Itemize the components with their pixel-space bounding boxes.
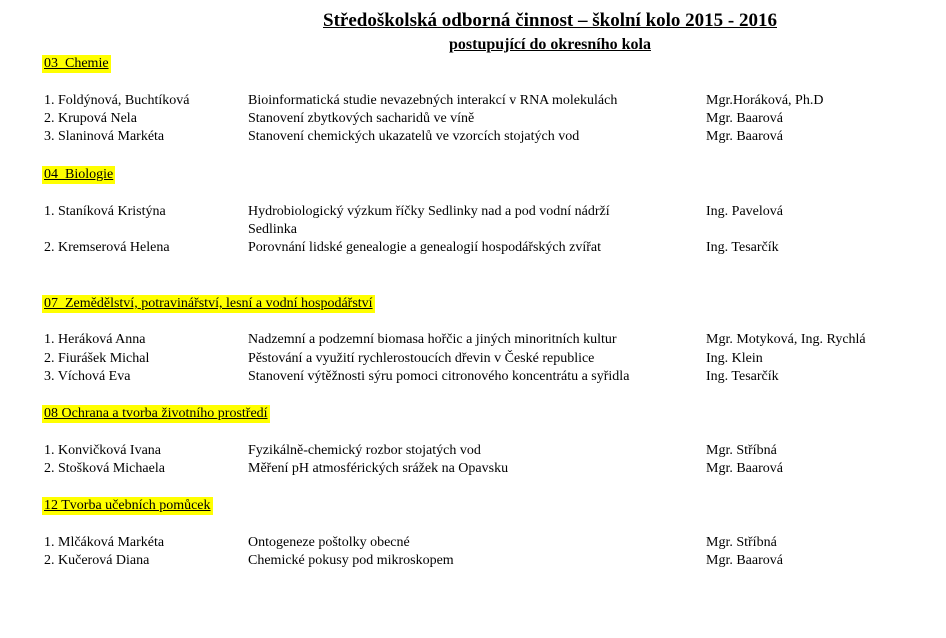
supervisor-name: Ing. Tesarčík bbox=[706, 240, 779, 255]
project-topic: Hydrobiologický výzkum říčky Sedlinky nad a pod vodní nádrží Sedlinka bbox=[248, 204, 610, 237]
section-heading-chemie: 03 Chemie bbox=[44, 56, 109, 71]
section-heading-ochrana: 08 Ochrana a tvorba životního prostředí bbox=[44, 406, 268, 421]
student-name: 3. Slaninová Markéta bbox=[44, 129, 165, 144]
project-topic: Fyzikálně-chemický rozbor stojatých vod bbox=[248, 443, 481, 458]
project-topic: Chemické pokusy pod mikroskopem bbox=[248, 553, 454, 568]
project-topic: Pěstování a využití rychlerostoucích dřevin v České republice bbox=[248, 351, 595, 366]
project-topic: Měření pH atmosférických srážek na Opavsku bbox=[248, 461, 509, 476]
student-name: 2. Krupová Nela bbox=[44, 111, 137, 126]
student-name: 1. Foldýnová, Buchtíková bbox=[44, 93, 190, 108]
project-topic: Ontogeneze poštolky obecné bbox=[248, 535, 410, 550]
supervisor-name: Mgr.Horáková, Ph.D bbox=[706, 93, 824, 108]
supervisor-name: Mgr. Baarová bbox=[706, 111, 783, 126]
project-topic: Stanovení chemických ukazatelů ve vzorcích stojatých vod bbox=[248, 129, 580, 144]
supervisor-name: Mgr. Stříbná bbox=[706, 443, 777, 458]
student-name: 2. Stošková Michaela bbox=[44, 461, 165, 476]
student-name: 2. Kremserová Helena bbox=[44, 240, 170, 255]
project-topic: Nadzemní a podzemní biomasa hořčic a jiných minoritních kultur bbox=[248, 332, 617, 347]
supervisor-name: Mgr. Baarová bbox=[706, 129, 783, 144]
supervisor-name: Ing. Klein bbox=[706, 351, 763, 366]
supervisor-name: Mgr. Stříbná bbox=[706, 535, 777, 550]
student-name: 1. Konvičková Ivana bbox=[44, 443, 162, 458]
supervisor-name: Mgr. Baarová bbox=[706, 461, 783, 476]
supervisor-name: Ing. Pavelová bbox=[706, 204, 783, 219]
section-heading-zemedelstvi: 07 Zemědělství, potravinářství, lesní a vodní hospodářství bbox=[44, 296, 373, 311]
document-title: Středoškolská odborná činnost – školní kolo 2015 - 2016 bbox=[323, 10, 777, 31]
project-topic: Bioinformatická studie nevazebných interakcí v RNA molekulách bbox=[248, 93, 618, 108]
supervisor-name: Ing. Tesarčík bbox=[706, 369, 779, 384]
project-topic: Porovnání lidské genealogie a genealogií hospodářských zvířat bbox=[248, 240, 602, 255]
student-name: 2. Kučerová Diana bbox=[44, 553, 150, 568]
document-subtitle: postupující do okresního kola bbox=[449, 36, 651, 53]
section-heading-tvorba-pomucek: 12 Tvorba učebních pomůcek bbox=[44, 498, 211, 513]
student-name: 1. Heráková Anna bbox=[44, 332, 146, 347]
student-name: 3. Víchová Eva bbox=[44, 369, 131, 384]
project-topic: Stanovení výtěžnosti sýru pomoci citronového koncentrátu a syřidla bbox=[248, 369, 630, 384]
section-heading-biologie: 04 Biologie bbox=[44, 167, 114, 182]
student-name: 1. Staníková Kristýna bbox=[44, 204, 166, 219]
student-name: 1. Mlčáková Markéta bbox=[44, 535, 165, 550]
project-topic: Stanovení zbytkových sacharidů ve víně bbox=[248, 111, 475, 126]
student-name: 2. Fiurášek Michal bbox=[44, 351, 150, 366]
supervisor-name: Mgr. Motyková, Ing. Rychlá bbox=[706, 332, 866, 347]
supervisor-name: Mgr. Baarová bbox=[706, 553, 783, 568]
